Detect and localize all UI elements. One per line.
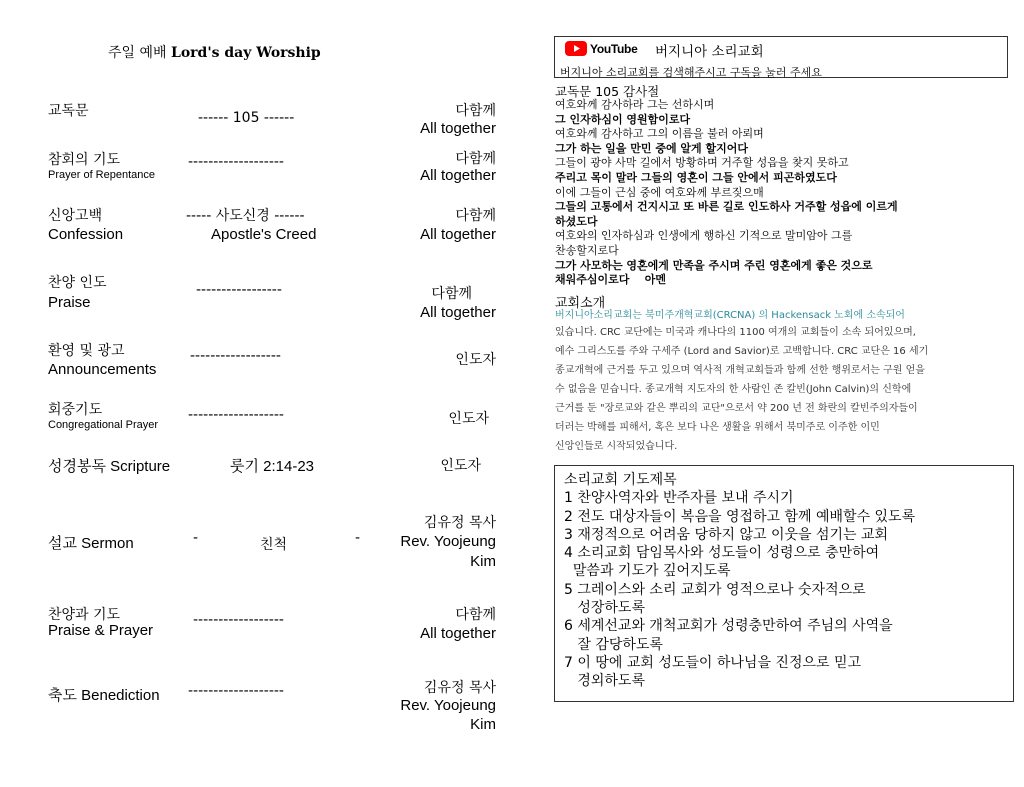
order-detail: ------------------- xyxy=(188,407,284,423)
order-label-en: Prayer of Repentance xyxy=(48,169,156,181)
order-label: 참회의 기도 xyxy=(48,152,121,168)
prayer-item: 6 세계선교와 개척교회가 성령충만하여 주님의 사역을 xyxy=(564,618,893,635)
order-label: 찬양 인도 xyxy=(48,275,107,291)
order-leader-en: All together xyxy=(420,167,496,184)
responsive-reading-text xyxy=(555,98,898,288)
order-leader-en-2: Kim xyxy=(470,716,496,733)
sermon-title: 친척 xyxy=(260,537,288,553)
order-leader: 인도자 xyxy=(440,458,481,474)
reading-line: 채워주심이로다 아멘 xyxy=(555,273,666,287)
order-label: 교독문 xyxy=(48,103,89,119)
order-leader: 인도자 xyxy=(455,352,496,368)
reading-line: 그들이 광야 사막 길에서 방황하며 거주할 성읍을 찾지 못하고 xyxy=(555,156,849,170)
order-label: 신앙고백 xyxy=(48,208,103,224)
order-label: 성경봉독 Scripture xyxy=(48,458,171,475)
order-leader-en: Rev. Yoojeung xyxy=(400,697,496,714)
youtube-box xyxy=(554,36,1008,78)
prayer-item: 1 찬양사역자와 반주자를 보내 주시기 xyxy=(564,490,794,507)
order-leader: 인도자 xyxy=(448,411,489,427)
youtube-logo xyxy=(565,41,637,56)
order-leader-en: All together xyxy=(420,226,496,243)
intro-line: 예수 그리스도를 주와 구세주 (Lord and Savior)로 고백합니다. CRC 교단은 16 세기 xyxy=(555,346,929,357)
order-label-en: Praise xyxy=(48,294,91,311)
youtube-logo-text: YouTube xyxy=(590,41,638,56)
reading-line: 찬송할지로다 xyxy=(555,243,619,257)
order-leader: 다함께 xyxy=(455,208,496,224)
order-leader-en-2: Kim xyxy=(470,553,496,570)
prayer-item: 경외하도록 xyxy=(564,673,645,690)
intro-teal-line: 버지니아소리교회는 북미주개혁교회(CRCNA) 의 Hackensack 노회에 소속되어 xyxy=(555,310,905,321)
order-detail-dash: - xyxy=(355,530,361,546)
prayer-item: 성장하도록 xyxy=(564,600,645,617)
reading-line: 여호와께 감사하고 그의 이름을 불러 아뢰며 xyxy=(555,127,764,141)
order-leader: 다함께 xyxy=(455,607,496,623)
order-leader-en: All together xyxy=(420,625,496,642)
reading-line: 그가 하는 일을 만민 중에 알게 할지어다 xyxy=(555,141,748,155)
order-leader: 김유정 목사 xyxy=(423,680,496,696)
church-intro-heading: 교회소개 xyxy=(555,296,606,311)
order-label: 회중기도 xyxy=(48,402,103,418)
youtube-subscribe-text: 버지니아 소리교회를 검색해주시고 구독을 눌러 주세요 xyxy=(560,66,822,79)
intro-line: 근거를 둔 "장로교와 같은 뿌리의 교단"으로서 약 200 년 전 화란의 칼빈주의자들이 xyxy=(555,403,918,414)
page-title xyxy=(108,42,321,62)
intro-line: 수 없음을 믿습니다. 종교개혁 지도자의 한 사람인 존 칼빈(John Calvin)의 신학에 xyxy=(555,384,912,395)
order-leader: 다함께 xyxy=(431,286,472,302)
title-english: Lord's day Worship xyxy=(171,45,321,61)
youtube-play-icon xyxy=(565,41,587,56)
order-label: 축도 Benediction xyxy=(48,687,160,704)
order-label: 환영 및 광고 xyxy=(48,343,125,359)
order-leader: 다함께 xyxy=(455,103,496,119)
intro-line: 신앙인들로 시작되었습니다. xyxy=(555,441,678,452)
prayer-item: 3 재정적으로 어려움 당하지 않고 이웃을 섬기는 교회 xyxy=(564,526,889,543)
reading-line: 여호와께 감사하라 그는 선하시며 xyxy=(555,98,715,111)
order-detail: ------------------- xyxy=(188,683,284,699)
reading-line: 이에 그들이 근심 중에 여호와께 부르짖으매 xyxy=(555,185,764,199)
order-leader-en: All together xyxy=(420,304,496,321)
prayer-item: 잘 감당하도록 xyxy=(564,636,663,653)
order-leader-en: Rev. Yoojeung xyxy=(400,533,496,550)
prayer-box xyxy=(554,465,1014,702)
reading-line: 그들의 고통에서 건지시고 또 바른 길로 인도하사 거주할 성읍에 이르게 xyxy=(555,200,898,214)
reading-line: 그가 사모하는 영혼에게 만족을 주시며 주린 영혼에게 좋은 것으로 xyxy=(555,258,873,272)
order-label: 설교 Sermon xyxy=(48,535,134,552)
order-leader: 김유정 목사 xyxy=(423,515,496,531)
responsive-reading-title: 교독문 105 감사절 xyxy=(555,84,660,99)
title-korean: 주일 예배 xyxy=(108,45,171,61)
prayer-item: 말씀과 기도가 깊어지도록 xyxy=(564,563,731,580)
intro-line: 있습니다. CRC 교단에는 미국과 캐나다의 1100 여개의 교회들이 소속 되어있으며, xyxy=(555,327,916,338)
prayer-item: 5 그레이스와 소리 교회가 영적으로나 숫자적으로 xyxy=(564,581,866,598)
church-intro-text xyxy=(555,308,928,456)
order-detail: ------------------- xyxy=(188,154,284,170)
intro-line xyxy=(555,308,928,323)
reading-line: 하셨도다 xyxy=(555,214,598,228)
order-label-en: Announcements xyxy=(48,361,157,378)
order-detail: ------------------ xyxy=(193,612,284,628)
reading-line: 그 인자하심이 영원함이로다 xyxy=(555,112,691,126)
reading-line: 주리고 목이 말라 그들의 영혼이 그들 안에서 피곤하였도다 xyxy=(555,170,837,184)
intro-line: 더러는 박해를 피해서, 혹은 보다 나은 생활을 위해서 북미주로 이주한 이민 xyxy=(555,422,880,433)
order-label: 찬양과 기도 xyxy=(48,607,121,623)
order-detail-dash: - xyxy=(193,530,199,546)
order-label-en: Congregational Prayer xyxy=(48,419,159,431)
prayer-item: 7 이 땅에 교회 성도들이 하나님을 진정으로 믿고 xyxy=(564,654,862,671)
order-detail: ------ 105 ------ xyxy=(198,110,295,126)
intro-line: 종교개혁에 근거를 두고 있으며 역사적 개혁교회들과 함께 선한 행위로서는 구원 얻을 xyxy=(555,365,925,376)
order-detail: ----- 사도신경 ------ xyxy=(186,208,305,224)
order-detail: 룻기 2:14-23 xyxy=(230,458,315,475)
order-detail: ------------------ xyxy=(190,348,281,364)
prayer-item: 4 소리교회 담임목사와 성도들이 성령으로 충만하여 xyxy=(564,545,880,562)
prayer-heading: 소리교회 기도제목 xyxy=(564,472,677,488)
reading-line: 여호와의 인자하심과 인생에게 행하신 기적으로 말미암아 그를 xyxy=(555,229,853,243)
order-detail-en: Apostle's Creed xyxy=(211,226,317,243)
order-leader: 다함께 xyxy=(455,151,496,167)
order-leader-en: All together xyxy=(420,120,496,137)
youtube-channel-name: 버지니아 소리교회 xyxy=(655,44,764,60)
order-detail: ----------------- xyxy=(196,282,282,298)
prayer-item: 2 전도 대상자들이 복음을 영접하고 함께 예배할수 있도록 xyxy=(564,508,916,525)
order-label-en: Praise & Prayer xyxy=(48,622,154,639)
order-label-en: Confession xyxy=(48,226,124,243)
